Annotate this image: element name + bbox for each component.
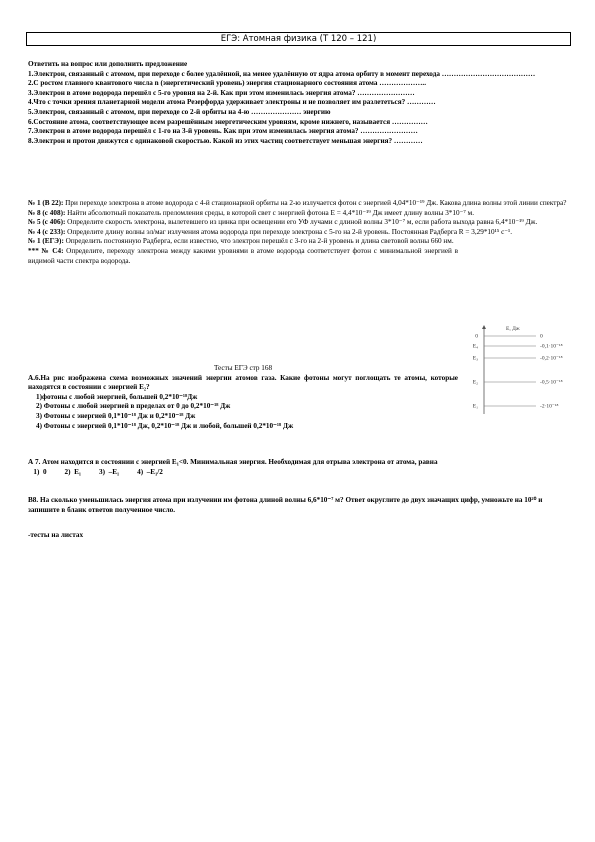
test-question-b8: В8. На сколько уменьшилась энергия атома при излучении им фотона длиной волны 6,6*10⁻⁷ м? Ответ округлите до двух значащих цифр, умножьте на 10²⁰ и запишите в бланк ответов полученное число. [28, 496, 543, 514]
level-name: E₄ [472, 343, 478, 350]
problem-number: № 1 (В 22): [28, 199, 64, 207]
problem-text: Определите скорость электрона, вылетевшего из цинка при освещении его УФ лучами с длиной волны 3*10⁻⁷ м, если работа выхода равна 6,4*10⁻¹⁹ Дж. [65, 218, 538, 227]
level-value: -0,2·10⁻¹⁸ [540, 355, 563, 362]
answer-option: 3) Фотоны с энергией 0,1*10⁻¹⁸ Дж и 0,2*10⁻¹⁸ Дж [36, 411, 196, 420]
test-question-a7: А 7. Атом находится в состоянии с энергией E₁<0. Минимальная энергия. Необходимая для отрыва электрона от атома, равна [28, 458, 438, 466]
test-question-a6: А.6.На рис изображена схема возможных значений энергии атомов газа. Какие фотоны могут поглощать те атомы, которые находятся в состоянии с энергией E₂? [28, 373, 458, 392]
problem-number: № 5 (с 406): [28, 218, 66, 227]
problem-number: № 8 (с 408): [28, 208, 66, 217]
question-item: 7.Электрон в атоме водорода перешёл с 1-го на 3-й уровень. Как при этом изменилась энергия атома? …………………… [28, 127, 418, 136]
question-item: 1.Электрон, связанный с атомом, при переходе с более удалённой, на менее удалённую от ядра атома орбиту в момент перехода ………………………………… [28, 69, 536, 78]
level-value: -0,1·10⁻¹⁸ [540, 343, 563, 350]
question-item: 3.Электрон в атоме водорода перешёл с 5-го уровня на 2-й. Как при этом изменилась энергия атома? …………………… [28, 88, 415, 97]
problem-item [28, 237, 570, 247]
problems-section [28, 199, 570, 266]
problem-text: Определите длину волны эл/маг излучения атома водорода при переходе электрона с 5-го на 2-й уровень. Постоянная Радберга R = 3,29*10¹⁵ с⁻¹. [65, 227, 513, 236]
problem-text: Определить постоянную Радберга, если известно, что электрон перешёл с 3-го на 2-й уровень и длина световой волны 660 нм. [63, 237, 454, 246]
problem-text: Найти абсолютный показатель преломления среды, в которой свет с энергией фотона Е = 4,4*10⁻¹⁹ Дж имеет длину волны 3*10⁻⁷ м. [65, 208, 475, 217]
question-item: 4.Что с точки зрения планетарной модели атома Резерфорда удерживает электроны и не позволяет им разлететься? ………… [28, 98, 436, 107]
level-name: E₂ [472, 379, 478, 386]
footer-note-block [28, 531, 570, 541]
tests-section [28, 364, 570, 431]
problem-number: № 1 (ЕГЭ): [28, 237, 64, 246]
problem-item [28, 247, 458, 266]
question-item: 6.Состояние атома, соответствующее всем разрешённым энергетическим уровням, кроме нижнего, называется …………… [28, 117, 428, 126]
answer-option: 4) Фотоны с энергией 0,1*10⁻¹⁸ Дж, 0,2*10⁻¹⁸ Дж и любой, большей 0,2*10⁻¹⁸ Дж [36, 421, 294, 430]
problem-text: При переходе электрона в атоме водорода с 4-й стационарной орбиты на 2-ю излучается фотон с энергией 4,04*10⁻¹⁹ Дж. Какова длина волны этой линии спектра? [63, 199, 567, 207]
section-heading: Ответить на вопрос или дополнить предложение [28, 60, 188, 68]
level-name: E₁ [472, 403, 478, 410]
question-item: 2.С ростом главного квантового числа n (энергетический уровень) энергия стационарного состояния атома ……………….. [28, 79, 427, 88]
answer-options-a7: 1) 0 2) E₁ 3) –E₁ 4) –E₁/2 [28, 467, 163, 476]
tests-heading: Тесты ЕГЭ стр 168 [213, 364, 273, 372]
axis-label: E, Дж [506, 326, 520, 332]
page-title: ЕГЭ: Атомная физика (Т 120 – 121) [26, 32, 571, 46]
problem-item [28, 228, 570, 238]
level-name: E₃ [472, 355, 478, 362]
footer-note: -тесты на листах [28, 531, 84, 539]
level-value: 0 [540, 333, 543, 340]
test-b8 [28, 496, 570, 515]
problem-item [28, 199, 570, 209]
level-name: 0 [475, 333, 478, 340]
level-value: -0,5·10⁻¹⁸ [540, 379, 563, 386]
problem-number: *** № С4: [28, 246, 64, 255]
question-item: 5.Электрон, связанный с атомом, при переходе со 2-й орбиты на 4-ю ………………… энергию [28, 107, 331, 116]
problem-number: № 4 (с 233): [28, 227, 66, 236]
questions-section [28, 60, 570, 146]
axis-arrow-icon [482, 325, 486, 329]
test-a7 [28, 458, 570, 477]
problem-item [28, 218, 570, 228]
answer-option: 1)фотоны с любой энергией, большей 0,2*10⁻¹⁸Дж [36, 392, 198, 401]
problem-text: Определите, переходу электрона между какими уровнями в атоме водорода соответствует фотон с минимальной энергией в видимой части спектра водорода. [28, 246, 458, 265]
answer-option: 2) Фотоны с любой энергией в пределах от 0 до 0,2*10⁻¹⁸ Дж [36, 402, 231, 411]
level-value: -2·10⁻¹⁸ [540, 403, 559, 410]
question-item: 8.Электрон и протон движутся с одинаковой скоростью. Какой из этих частиц соответствует меньшая энергия? ………… [28, 136, 423, 145]
problem-item [28, 209, 570, 219]
